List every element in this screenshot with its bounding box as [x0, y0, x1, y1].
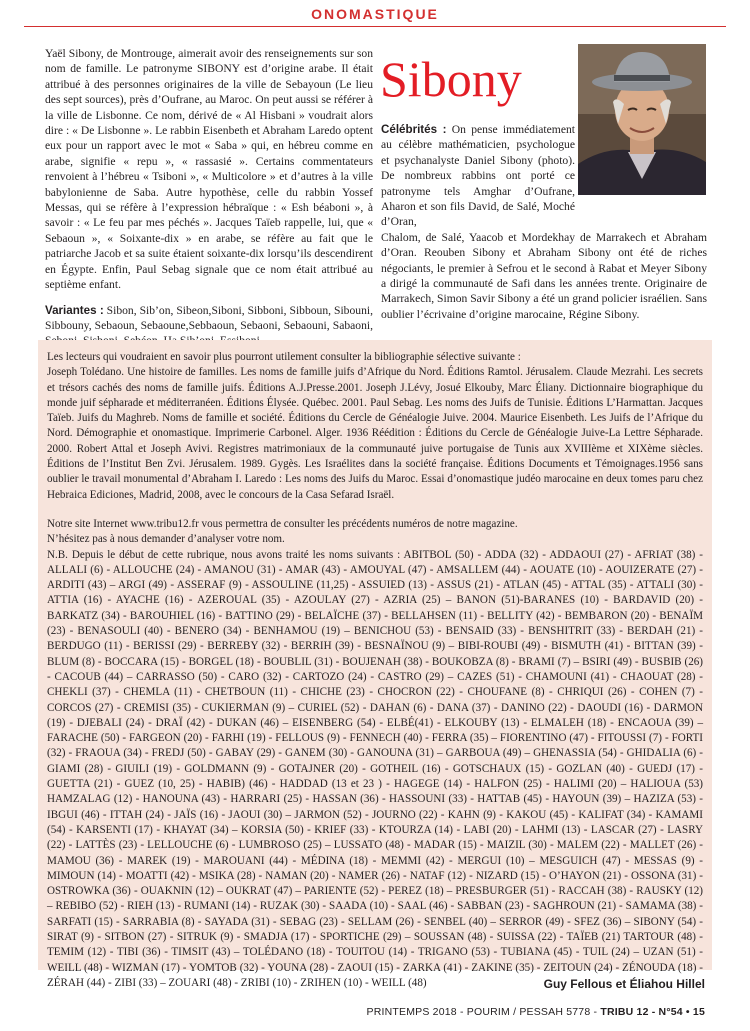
biblio-references: Joseph Tolédano. Une histoire de familles. Les noms de famille juifs d’Afrique du Nord. Éditions Ramtol. Jérusalem. Claude Mezrahi. Les secrets et trésors cachés des noms de famille juifs. Éditions A.J.Presse.2001. Joseph J.Lévy, Josué Elkouby, Marc Éliany. Dictionnaire biographique du monde juif sépharade et méditerranéen. Éditions Élysée. Québec. 2001. Paul Sebag. Les noms des Juifs de Tunisie. Éditions L’Harmattan. Jacques Taïeb. Juifs du Maghreb. Noms de famille et société. Éditions du Cercle de Généalogie Juive. 2004. Maurice Eisenbeth. Les Juifs de l’Afrique du Nord. Démographie et onomastique. Imprimerie Carbonel. Alger. 1936 Réédition : Éditions du Cercle de Généalogie Juive-La Lettre Sépharade. 2000. Robert Attal et Joseph Avivi. Registres matrimoniaux de la communauté juive portugaise de Tunis aux XVIIIème et XIXème siècles. Éditions de l’Institut Ben Zvi. Jérusalem. 1989. Gygès. Les Israélites dans la société française. Éditions Documents et Témoignages.1956 sans oublier le travail monumental d’Abraham I. Laredo : Les noms des Juifs du Maroc. Essai d’onomastique judéo marocaine en deux tomes paru chez Hebraica Ediciones, Madrid, 2008, avec le concours de la Casa Sefarad Israël.: [47, 366, 703, 501]
header-rule: [24, 26, 726, 27]
section-title: ONOMASTIQUE: [311, 6, 439, 22]
page-footer: [367, 1006, 706, 1018]
celebrites-text: On pense immédiatement au célèbre mathématicien, psychologue et psychanalyste Daniel Sibony (photo). De nombreux rabbins ont porté ce patronyme tels Amghar d’Oufrane, Aharon et son fils David, de Salé, Moché d’Oran,: [381, 123, 575, 229]
celebrites-label: Célébrités :: [381, 123, 447, 136]
variantes-label: Variantes :: [45, 303, 104, 317]
biblio-intro: Les lecteurs qui voudraient en savoir plus pourront utilement consulter la bibliographie sélective suivante :: [47, 351, 521, 363]
bibliography-text: [47, 350, 703, 991]
author-signature: Guy Fellous et Éliahou Hillel: [543, 977, 705, 991]
section-header: [0, 0, 750, 26]
celebrites-paragraph: [381, 122, 575, 230]
article-intro: Yaël Sibony, de Montrouge, aimerait avoir des renseignements sur son nom de famille. Le patronyme SIBONY est d’origine arabe. Il était attribué à des personnes originaires de la ville de Sebayoun (Le lieu des sept sources), près d’Oufrane, au Maroc. On peut aussi se référer à la ville de Lisbonne. Ce nom, dérivé de « Al Hisbani » voudrait alors dire : « De Lisbonne ». Le rabbin Eisenbeth et Abraham Laredo optent eux pour un rapport avec le mot « Saba » qui, en hébreu comme en arabe, signifie « repu », « rassasié ». Certains commentateurs renvoient à l’hébreu « Tsiboni », « Multicolore » et d’autres à la ville babylonienne de Saba. Autre hypothèse, celle du rabbin Yossef Messas, qui se réfère à l’expression hébraïque : « Esh béaboni », à savoir : « Le feu par mes péchés ». Jacques Taïeb rappelle, lui, que « Sebaoun », « Soixante-dix » en arabe, se réfère au fait que le patriarche Jacob et sa suite étaient soixante-dix lorsqu’ils descendirent en Égypte. Enfin, Paul Sebag signale que ce nom était attribué au septième enfant.: [45, 47, 373, 292]
footer-page-number: • 15: [682, 1006, 705, 1018]
article-left-column: [45, 46, 373, 349]
celebrites-continued: Chalom, de Salé, Yaacob et Mordekhay de Marrakech et Abraham d’Oran. Reouben Sibony et Abraham Sibony ont été de riches négociants, le premier à Sefrou et le second à Rabat et Meyer Sibony a dirigé la communauté de Safi dans les années trente. Originaire de Marrakech, Simon Savir Sibony a été un grand policier israélien. Sans oublier l’écrivaine d’origine marocaine, Régine Sibony.: [381, 230, 707, 321]
footer-issue-date: PRINTEMPS 2018 - POURIM / PESSAH 5778 -: [366, 1006, 601, 1018]
treated-names-list: N.B. Depuis le début de cette rubrique, nous avons traité les noms suivants : ABITBOL (50) - ADDA (32) - ADDAOUI (27) - AFRIAT (38) - ALLALI (6) - ALLOUCHE (24) - AMANOU (31) - AMAR (43) - AMOUYAL (47) - AMSALLEM (44) - AOUATE (10) - AOUIZERATE (27) - ARDITI (43) – ARGI (49) - ASSERAF (9) - ASSOULINE (11,25) - ASSUIED (13) - ASSUS (21) - ATLAN (45) - ATTAL (35) - ATTALI (30) - ATTIA (16) - AYACHE (16) - AZEROUAL (35) - AZOULAY (27) - AZRIA (25) – BANON (51)-BARANES (10) - BARDAVID (20) - BARKATZ (34) - BAROUHIEL (16) - BATTINO (29) - BELAÏCHE (37) - BELLAHSEN (11) - BELLITY (42) - BEMBARON (20) - BENAÏM (23) - BENASOULI (40) - BENERO (34) - BENHAMOU (19) – BENICHOU (53) - BENSAID (33) - BENSHITRIT (33) - BERDAH (21) - BERDUGO (11) - BERISSI (29) - BERREBY (32) - BERRIH (39) - BESNAÏNOU (9) – BIBI-ROUBI (49) - BISMUTH (41) - BITTAN (39) - BLUM (8) - BOCCARA (15) - BORGEL (18) - BOUBLIL (31) - BOUJENAH (38) - BOUKOBZA (8) - BRAMI (7) – BSIRI (49) - BUSBIB (26) - CACOUB (44) – CARRASSO (50) - CARO (32) - CARTOZO (24) - CASTRO (29) – CAZES (51) - CHAMOUNI (41) - CHAOUAT (28) - CHEKLI (37) - CHEMLA (11) - CHETBOUN (11) - CHICHE (23) - CHOCRON (22) - CHOUFANE (8) - CHRIQUI (26) - COHEN (7) - CORCOS (27) - CREMISI (35) - CUKIERMAN (9) – CURIEL (52) - DAHAN (6) - DANA (37) - DANINO (22) - DAOUDI (16) - DARMON (19) - DJEBALI (24) - DRAÏ (42) - DUKAN (46) – EISENBERG (54) - ELBÉ(41) - ELKOUBY (13) - ELMALEH (18) - ENCAOUA (39) – FARACHE (50) - FARGEON (20) - FARHI (19) - FELLOUS (9) - FENNECH (40) - FERRA (35) – FIORENTINO (47) - FITOUSSI (7) - FORTI (32) - FRAOUA (34) - FREDJ (50) - GABAY (29) - GANEM (30) - GANOUNA (31) – GARBOUA (49) – GHENASSIA (54) - GHIDALIA (6) - GIAMI (28) - GIUILI (19) - GOLDMANN (9) - GOTAJNER (20) - GOTHEIL (16) - GOTSCHAUX (15) - GOZLAN (40) - GUEDJ (17) - GUETTA (21) - GUEZ (10, 25) - HABIB) (46) - HADDAD (13 et 23 ) - HAGEGE (14) - HALFON (25) - HALIMI (20) – HALIOUA (53) HAMZALAG (12) - HANOUNA (43) - HARRARI (25) - HASSAN (36) - HASSOUNI (33) - HATTAB (45) - HAYOUN (39) – HAZIZA (53) - IBGUI (46) - ITTAH (24) - JAÏS (16) - JAOUI (30) – JARMON (52) - JOURNO (22) - KAHN (9) - KAKOU (45) - KALIFAT (34) - KAMAMI (54) - KARSENTI (17) - KHAYAT (34) – KORSIA (50) - KRIEF (33) - KTOURZA (14) - LABI (20) - LAHMI (13) - LASCAR (27) - LASRY (22) - LATTÈS (23) - LELLOUCHE (6) - LUMBROSO (25) – LUSSATO (48) - MADAR (15) - MAIZIL (30) - MALEM (22) - MALLET (26) - MAMOU (36) - MAREK (19) - MAROUANI (44) - MÉDINA (18) - MEMMI (42) - MERGUI (10) – MESGUICH (47) - MESSAS (9) - MIMOUN (14) - MOATTI (42) - MSIKA (28) - NAMAN (20) - NAMER (26) - NATAF (12) - NIZARD (15) - O’HAYON (21) - OSSONA (31) - OSTROWKA (36) - OUAKNIN (12) – OUKRAT (47) – PARIENTE (52) - PEREZ (18) – PRESBURGER (51) - RACCAH (38) - RAUSKY (12) – REBIBO (52) - RIEH (13) - RUMANI (14) - RUZAK (30) - SAADA (10) - SAAL (46) - SABBAN (23) - SAGHROUN (21) - SAMAMA (38) - SARFATI (15) - SARRABIA (8) - SAYADA (31) - SEBAG (23) - SELLAM (26) - SENBEL (40) – SERROR (49) - SFEZ (36) – SIBONY (54) - SIRAT (9) - SITBON (27) - SITRUK (9) - SMADJA (17) - SPORTICHE (29) – SOUSSAN (48) - SUISSA (22) - TAÏEB (21) TARTOUR (48) - TEMIM (12) - TIBI (36) - TIMSIT (43) – TOLÉDANO (18) - TOUITOU (14) - TRIGANO (53) - TUBIANA (45) - TUIL (24) – UZAN (51) - WEILL (48) - WIZMAN (17) - YOMTOB (32) - YOUNA (28) - ZAOUI (15) - ZARKA (41) - ZAKINE (35) - ZEITOUN (24) - ZÉNOUDA (18) - ZÉRAH (44) - ZIBI (33) – ZOUARI (48) - ZRIBI (10) - ZRIHEN (10) - WEILL (48): [47, 548, 703, 989]
site-notice: Notre site Internet www.tribu12.fr vous permettra de consulter les précédents numéros de notre magazine.: [47, 517, 518, 530]
ask-notice: N’hésitez pas à nous demander d’analyser votre nom.: [47, 533, 285, 546]
footer-magazine: TRIBU 12 - N°54: [600, 1006, 683, 1018]
surname-title: Sibony: [380, 51, 522, 107]
article-right-column: [381, 122, 707, 322]
variantes-text: Sibon, Sib’on, Sibeon,Siboni, Sibboni, Sibboun, Sibouni, Sibbouny, Sebaoun, Sebaoune,Sebbaoun, Sebaoni, Sebaouni, Sabaoni,: [45, 303, 373, 332]
spacer: [47, 503, 703, 517]
